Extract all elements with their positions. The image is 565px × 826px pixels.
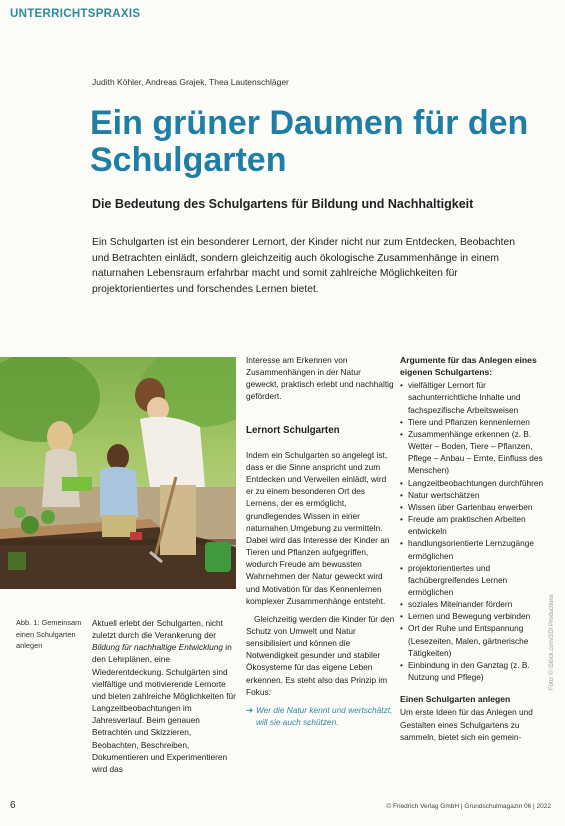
publisher-footer: © Friedrich Verlag GmbH | Grundschulmagazin 06 | 2022 [386, 803, 551, 810]
list-item: • vielfältiger Lernort für sachunterrichtliche Inhalte und fachspezifische Arbeitsweisen [400, 379, 552, 415]
list-item: • Natur wertschätzen [400, 489, 552, 501]
col3-paragraph: Um erste Ideen für das Anlegen und Gestalten eines Schulgartens zu sammeln, bietet sich ein gemein- [400, 707, 533, 742]
authors: Judith Köhler, Andreas Grajek, Thea Lautenschläger [92, 77, 289, 87]
list-item: • Ort der Ruhe und Entspannung (Lesezeiten, Malen, gärtnerische Tätigkeiten) [400, 622, 552, 658]
col2-paragraph-2: Gleichzeitig werden die Kinder für den Schutz von Umwelt und Natur sensibilisiert und können die Notwendigkeit gesunder und stabiler Ökosysteme für das eigene Leben erkennen. Es steht also das Prinzip im Fokus: [246, 613, 395, 697]
body-column-1 [92, 617, 238, 781]
section-label: UNTERRICHTSPRAXIS [10, 8, 141, 20]
article-subtitle: Die Bedeutung des Schulgartens für Bildung und Nachhaltigkeit [92, 197, 474, 211]
list-item: • Freude am praktischen Arbeiten entwickeln [400, 513, 552, 537]
list-item: • Langzeitbeobachtungen durchführen [400, 477, 552, 489]
section-heading-anlegen: Einen Schulgarten anlegen [400, 694, 511, 705]
list-item: • Zusammenhänge erkennen (z. B. Wetter – Boden, Tiere – Pflanzen, Pflege – Anbau – Ernte, Einfluss des Menschen) [400, 428, 552, 477]
lead-paragraph: Ein Schulgarten ist ein besonderer Lernort, der Kinder nicht nur zum Entdecken, Beobachten und Betrachten einlädt, sondern gleichzeitig auch ökologische Zusammenhänge in einem naturnahen Lebensraum erfahrbar macht und somit zahlreiche Möglichkeiten für projektorientiertes und forschendes Lernen bietet. [92, 237, 515, 295]
list-item: • Wissen über Gartenbau erwerben [400, 501, 552, 513]
article-title: Ein grüner Daumen für den Schulgarten [90, 104, 529, 179]
arguments-heading: Argumente für das Anlegen eines eigenen Schulgartens: [400, 355, 537, 378]
list-item: • Tiere und Pflanzen kennenlernen [400, 416, 552, 428]
arguments-list [400, 379, 552, 683]
body-column-3 [400, 354, 552, 749]
page-number: 6 [10, 800, 16, 811]
section-heading-lernort: Lernort Schulgarten [246, 424, 340, 436]
arrow-right-icon: ➔ [246, 704, 253, 715]
figure-caption: Abb. 1: Gemeinsam einen Schulgarten anlegen [16, 618, 82, 650]
emphasis-bne: Bildung für nachhaltige Entwicklung [92, 642, 223, 653]
list-item: • handlungsorientierte Lernzugänge ermöglichen [400, 537, 552, 561]
col2-paragraph-1: Indem ein Schulgarten so angelegt ist, dass er die Sinne anspricht und zum Entdecken und Verweilen einlädt, wird er zu einem besonderen Ort des Lernens, der es ermöglicht, grundlegendes Wissen in einer naturnahen Umgebung zu vermitteln. Dabei wird das Interesse der Kinder an Tieren und Pflanzen aufgegriffen, wodurch Freude am bewussten Wahrnehmen der Natur geweckt wird und Motivation für das Kennenlernen komplexer Zusammenhänge entsteht. [246, 449, 390, 606]
principle-quote: ➔ Wer die Natur kennt und wertschätzt, will sie auch schützen. [246, 704, 393, 728]
col2-continuation: Interesse am Erkennen von Zusammenhängen in der Natur geweckt, praktisch erlebt und nachhaltig gefördert. [246, 355, 394, 402]
list-item: • projektorientiertes und fachübergreifendes Lernen ermöglichen [400, 562, 552, 598]
garden-photo [0, 357, 236, 589]
body-column-2 [246, 354, 395, 734]
list-item: • soziales Miteinander fördern [400, 598, 552, 610]
list-item: • Einbindung in den Ganztag (z. B. Nutzung und Pflege) [400, 659, 552, 683]
col1-paragraph: Aktuell erlebt der Schulgarten, nicht zuletzt durch die Verankerung der Bildung für nachhaltige Entwicklung in den Lehrplänen, eine Wiederentdeckung. Schulgärten sind vielfältige und motivierende Lernorte und bieten zahlreiche Möglichkeiten für Langzeitbeobachtungen im Jahresverlauf. Beim genauen Betrachten und Skizzieren, Beobachten, Beschreiben, Dokumentieren und Experimentieren wird das [92, 618, 236, 774]
garden-photo-illustration [0, 357, 236, 589]
list-item: • Lernen und Bewegung verbinden [400, 610, 552, 622]
photo-credit: Foto: © iStock.com/SDI Productions [549, 594, 555, 690]
